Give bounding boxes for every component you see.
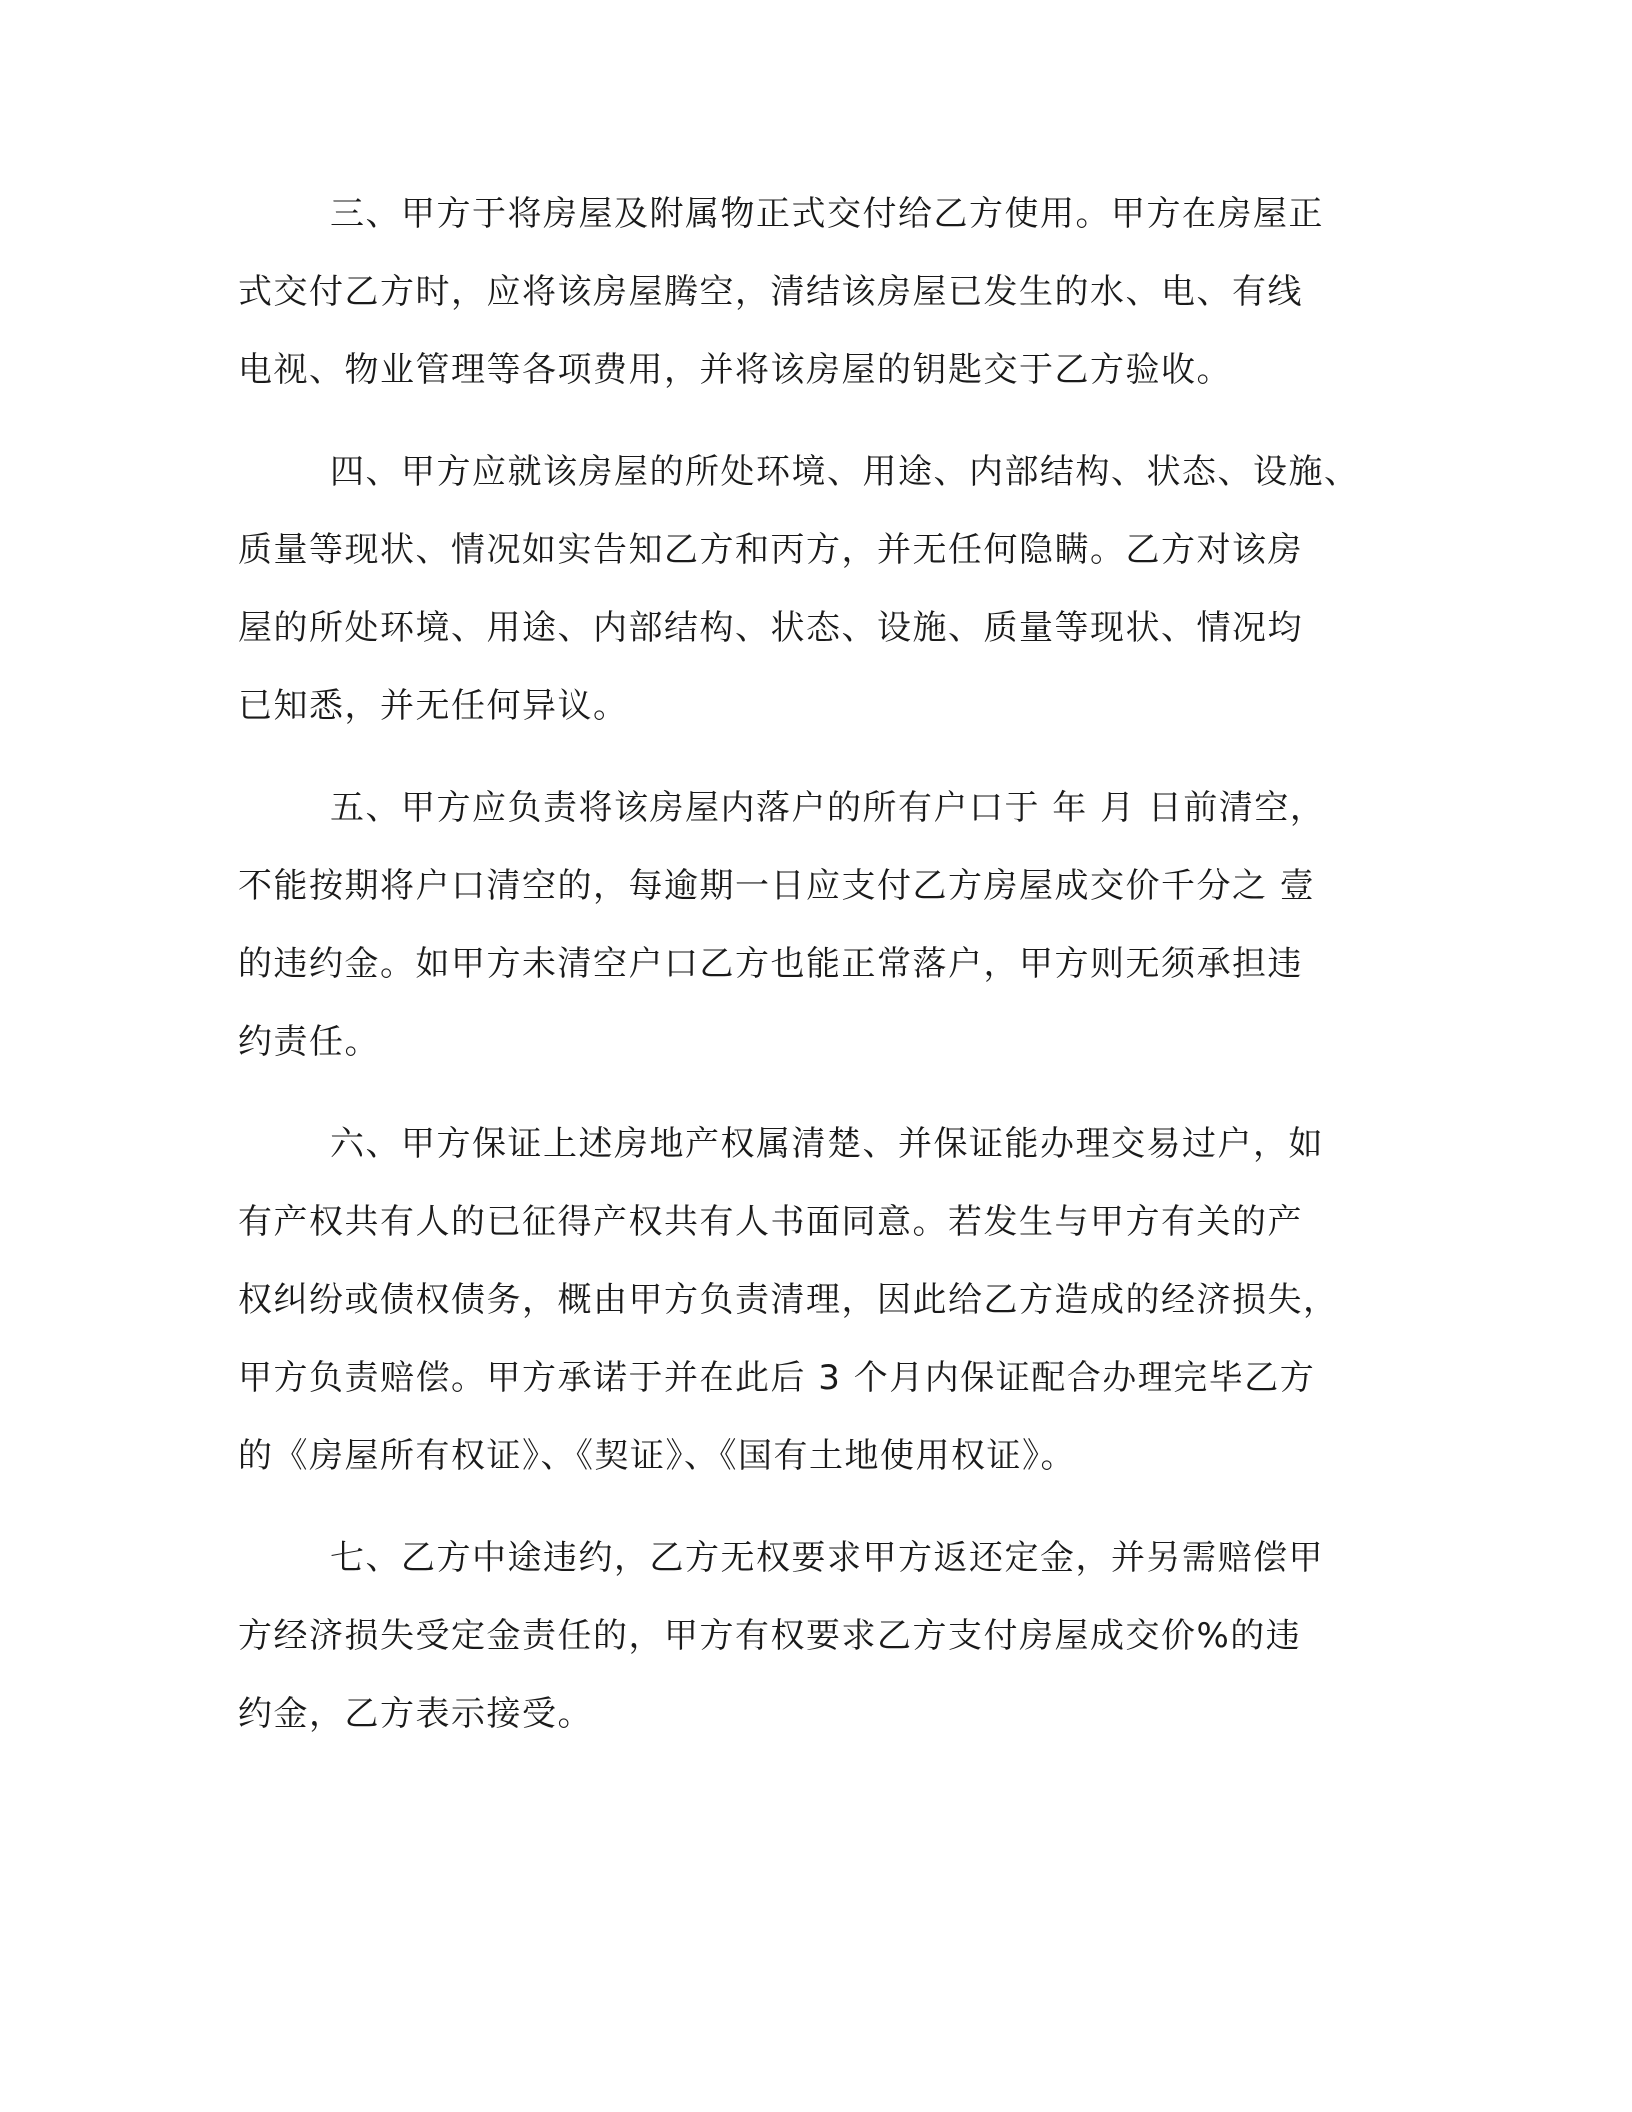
clause-7-line-3: 约金，乙方表示接受。 xyxy=(238,1694,593,1734)
clause-5-line-2: 不能按期将户口清空的，每逾期一日应支付乙方房屋成交价千分之 壹 xyxy=(238,866,1316,906)
clause-6-line-3: 权纠纷或债权债务，概由甲方负责清理，因此给乙方造成的经济损失， xyxy=(238,1280,1339,1320)
clause-5-line-3: 的违约金。如甲方未清空户口乙方也能正常落户，甲方则无须承担违 xyxy=(238,944,1303,984)
clause-4-line-3: 屋的所处环境、用途、内部结构、状态、设施、质量等现状、情况均 xyxy=(238,608,1303,648)
clause-6-line-2: 有产权共有人的已征得产权共有人书面同意。若发生与甲方有关的产 xyxy=(238,1202,1303,1242)
clause-4-line-1: 四、甲方应就该房屋的所处环境、用途、内部结构、状态、设施、 xyxy=(330,452,1360,492)
clause-6-line-5: 的《房屋所有权证》、《契证》、《国有土地使用权证》。 xyxy=(238,1436,1076,1476)
clause-5-line-4: 约责任。 xyxy=(238,1022,380,1062)
clause-3-line-2: 式交付乙方时，应将该房屋腾空，清结该房屋已发生的水、电、有线 xyxy=(238,272,1303,312)
clause-6-line-1: 六、甲方保证上述房地产权属清楚、并保证能办理交易过户，如 xyxy=(330,1124,1324,1164)
clause-6-line-4: 甲方负责赔偿。甲方承诺于并在此后 3 个月内保证配合办理完毕乙方 xyxy=(238,1358,1316,1398)
clause-4-line-2: 质量等现状、情况如实告知乙方和丙方，并无任何隐瞒。乙方对该房 xyxy=(238,530,1303,570)
clause-7-line-1: 七、乙方中途违约，乙方无权要求甲方返还定金，并另需赔偿甲 xyxy=(330,1538,1324,1578)
clause-4-line-4: 已知悉，并无任何异议。 xyxy=(238,686,629,726)
clause-7-line-2: 方经济损失受定金责任的，甲方有权要求乙方支付房屋成交价%的违 xyxy=(238,1616,1302,1656)
clause-3-line-3: 电视、物业管理等各项费用，并将该房屋的钥匙交于乙方验收。 xyxy=(238,350,1232,390)
clause-5-line-1: 五、甲方应负责将该房屋内落户的所有户口于 年 月 日前清空， xyxy=(330,788,1326,828)
clause-3-line-1: 三、甲方于将房屋及附属物正式交付给乙方使用。甲方在房屋正 xyxy=(330,194,1324,234)
